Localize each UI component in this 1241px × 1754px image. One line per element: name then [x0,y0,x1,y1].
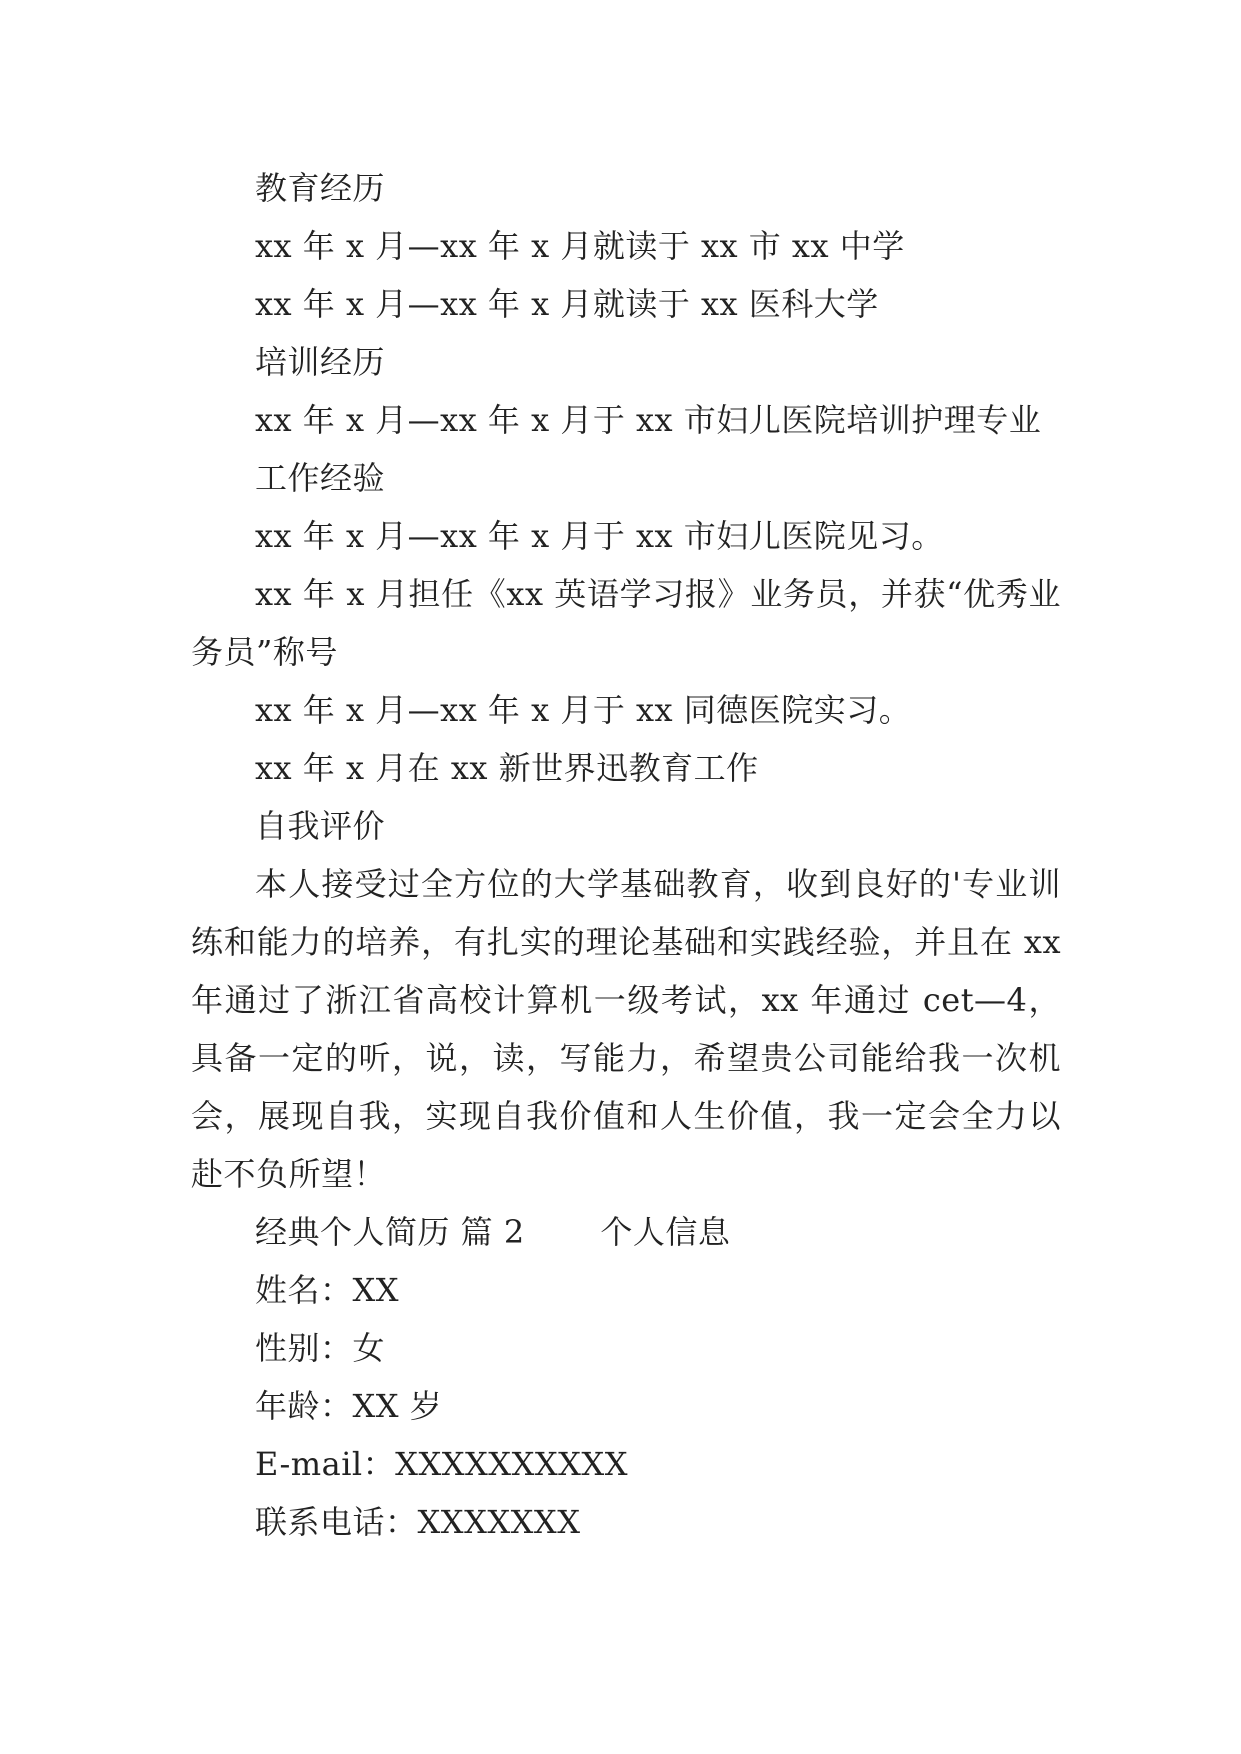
work-entry-1: xx 年 x 月—xx 年 x 月于 xx 市妇儿医院见习。 [255,517,944,555]
heading-education: 教育经历 [255,169,386,207]
work-entry-3: xx 年 x 月—xx 年 x 月于 xx 同德医院实习。 [255,691,912,729]
info-email: E-mail：XXXXXXXXXX [255,1445,628,1483]
document-body [191,159,1061,1551]
info-gender: 性别：女 [255,1329,386,1367]
self-evaluation-text: 本人接受过全方位的大学基础教育，收到良好的'专业训练和能力的培养，有扎实的理论基础和实践经验，并且在 xx 年通过了浙江省高校计算机一级考试，xx 年通过 cet—4，具备一定的听，说，读，写能力，希望贵公司能给我一次机会，展现自我，实现自我价值和人生价值，我一定会全力以赴不负所望！ [191,865,1061,1193]
training-entry: xx 年 x 月—xx 年 x 月于 xx 市妇儿医院培训护理专业 [255,401,1042,439]
education-entry-2: xx 年 x 月—xx 年 x 月就读于 xx 医科大学 [255,285,879,323]
info-phone: 联系电话：XXXXXXX [255,1503,581,1541]
work-entry-2: xx 年 x 月担任《xx 英语学习报》业务员，并获“优秀业务员”称号 [191,575,1061,671]
heading-training: 培训经历 [255,343,386,381]
section-heading-resume-2: 经典个人简历 篇 2 个人信息 [255,1213,731,1251]
heading-self-evaluation: 自我评价 [255,807,386,845]
education-entry-1: xx 年 x 月—xx 年 x 月就读于 xx 市 xx 中学 [255,227,905,265]
work-entry-4: xx 年 x 月在 xx 新世界迅教育工作 [255,749,759,787]
heading-work-experience: 工作经验 [255,459,386,497]
info-name: 姓名：XX [255,1271,400,1309]
info-age: 年龄：XX 岁 [255,1387,443,1425]
